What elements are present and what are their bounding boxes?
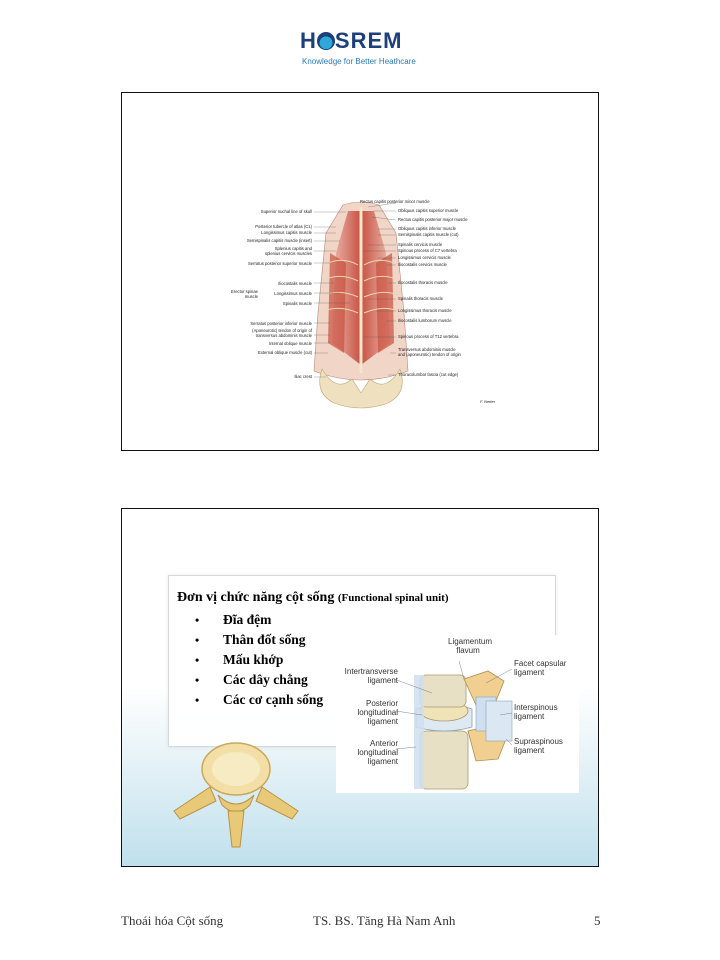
heading-text: Đơn vị chức năng cột sống — [177, 590, 335, 605]
list-item: • Đĩa đệm — [195, 610, 323, 630]
figure-label: Obliquus capitis inferior muscle — [398, 226, 456, 231]
figure-label: Spinalis muscle — [282, 301, 312, 306]
figure-label: Iliocostalis muscle — [278, 281, 312, 286]
figure-label: Iliac crest — [294, 374, 312, 379]
slide-1 — [121, 92, 599, 451]
figure-label: Semispinalis capitis muscle (cut) — [398, 232, 459, 237]
figure-label: External oblique muscle (cut) — [258, 350, 312, 355]
figure-label: Longissimus muscle — [274, 291, 312, 296]
bullet-icon: • — [195, 613, 200, 627]
logo-tagline: Knowledge for Better Heathcare — [302, 57, 416, 66]
figure-label: Spinalis thoracis muscle — [398, 296, 443, 301]
globe-icon — [317, 32, 335, 50]
figure-label: Spinous process of C7 vertebra — [398, 248, 457, 253]
netter-signature: F. Netter — [480, 399, 496, 404]
figure-label: Facet capsular ligament — [514, 659, 567, 677]
footer-author: TS. BS. Tăng Hà Nam Anh — [313, 913, 456, 928]
figure-label: Superior nuchal line of skull — [260, 209, 312, 214]
page-number: 5 — [594, 913, 601, 928]
figure-label: splenius cervicis muscles — [264, 251, 312, 256]
vertebra-illustration — [166, 739, 306, 849]
list-item: • Thân đốt sống — [195, 630, 323, 650]
figure-label: Transversus abdominis muscle — [398, 347, 456, 352]
figure-label: Rectus capitis posterior major muscle — [398, 217, 468, 222]
figure-label: Splenius capitis and — [274, 246, 312, 251]
figure-label: Thoracolumbar fascia (cut edge) — [398, 372, 459, 377]
figure-label: (Aponeurotic) tendon of origin of — [252, 328, 312, 333]
figure-label: Serratus posterior superior muscle — [247, 261, 312, 266]
figure-label: Ligamentum flavum — [448, 637, 493, 655]
back-muscles-figure — [218, 193, 504, 421]
logo-letter-h: H — [300, 28, 317, 53]
list-item: • Các dây chằng — [195, 670, 323, 690]
figure-label: Iliocostalis cervicis muscle — [398, 262, 447, 267]
list-item: • Mấu khớp — [195, 650, 323, 670]
figure-label: Longissimus cervicis muscle — [398, 255, 451, 260]
figure-label: Longissimus capitis muscle — [261, 230, 312, 235]
figure-label: Obliquus capitis superior muscle — [398, 208, 459, 213]
figure-label: Semispinalis capitis muscle (insert) — [246, 238, 312, 243]
hosrem-logo — [300, 28, 422, 72]
spinal-unit-figure — [336, 635, 579, 793]
bullet-icon: • — [195, 633, 200, 647]
figure-label: Iliocostalis lumborum muscle — [398, 318, 452, 323]
figure-label: Intertransverse ligament — [344, 667, 398, 685]
slide-heading — [177, 590, 448, 606]
footer-left: Thoái hóa Cột sống — [121, 913, 224, 928]
logo-letters-rest: SREM — [334, 28, 403, 53]
figure-label: Rectus capitis posterior minor muscle — [360, 199, 430, 204]
logo-wordmark — [300, 28, 402, 54]
figure-label: Anterior longitudinal ligament — [357, 739, 398, 766]
figure-label: Internal oblique muscle — [268, 341, 312, 346]
vertebra-image — [166, 739, 306, 849]
figure-label: and (aponeurotic) tendon of origin — [398, 352, 461, 357]
figure-label: Posterior tubercle of atlas (C1) — [255, 224, 312, 229]
figure-label: Longissimus thoracis muscle — [398, 308, 452, 313]
bullet-icon: • — [195, 693, 200, 707]
figure-label: transversus abdominis muscle — [255, 333, 312, 338]
heading-subtitle: (Functional spinal unit) — [337, 592, 449, 604]
figure-label: Serratus posterior inferior muscle — [250, 321, 312, 326]
figure-label: Erector spinae muscle — [231, 289, 258, 299]
bullet-icon: • — [195, 653, 200, 667]
figure-label: Interspinous ligament — [514, 703, 558, 721]
figure-label: Iliocostalis thoracis muscle — [398, 280, 448, 285]
list-item: • Các cơ cạnh sống — [195, 690, 323, 710]
figure-label: Supraspinous ligament — [514, 737, 563, 755]
bullet-icon: • — [195, 673, 200, 687]
slide-2 — [121, 508, 599, 867]
bullet-list — [195, 610, 323, 710]
figure-label: Posterior longitudinal ligament — [357, 699, 398, 726]
figure-label: Spinalis cervicis muscle — [398, 242, 443, 247]
figure-label: Spinous process of T12 vertebra — [398, 334, 459, 339]
